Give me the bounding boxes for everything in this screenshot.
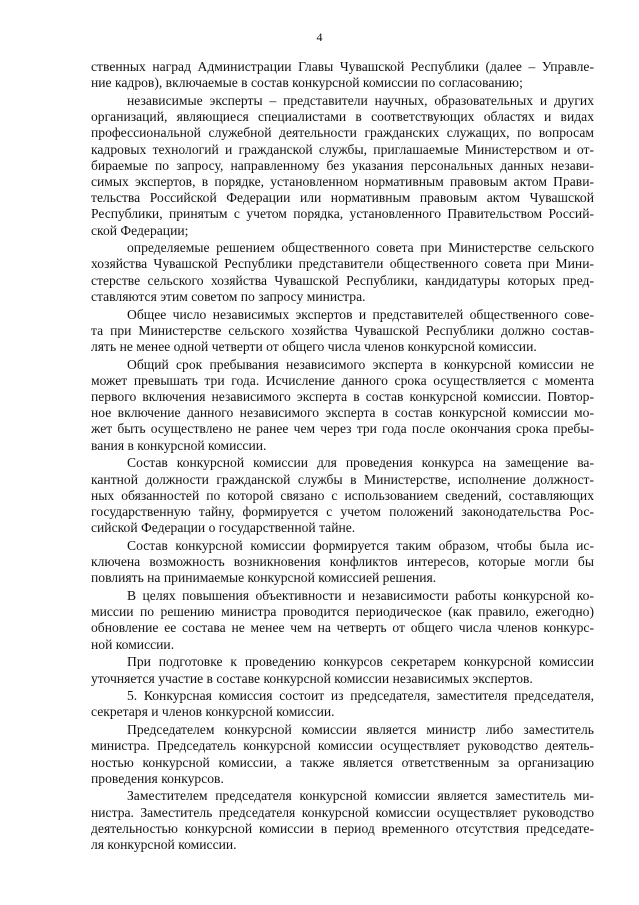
text-line: повлиять на принимаемые конкурсной комиссией решения. bbox=[91, 570, 437, 586]
text-line: ля конкурсной комиссии. bbox=[91, 837, 237, 853]
paragraph bbox=[91, 588, 594, 653]
text-line: вания в конкурсной комиссии. bbox=[91, 437, 267, 453]
text-line: деятельностью конкурсной комиссии в период временного отсутствия председате- bbox=[91, 820, 594, 836]
text-line: ственных наград Администрации Главы Чувашской Республики (далее – Управле- bbox=[91, 59, 594, 74]
text-line: секретаря и членов конкурсной комиссии. bbox=[91, 704, 335, 720]
text-line: ской Федерации; bbox=[91, 222, 189, 238]
paragraph bbox=[91, 455, 594, 536]
text-line: жет быть осуществлено не ранее чем через три года после окончания срока пребы- bbox=[91, 421, 594, 437]
text-line: лять не менее одной четверти от общего числа членов конкурсной комиссии. bbox=[91, 338, 537, 354]
text-line: нистра. Заместитель председателя конкурсной комиссии осуществляет руководство bbox=[91, 804, 594, 820]
text-line: стерстве сельского хозяйства Чувашской Республики, кандидатуры которых пред- bbox=[91, 272, 594, 288]
text-line: ностью конкурсной комиссии, а также является ответственным за организацию bbox=[91, 754, 594, 770]
text-line: тельства Российской Федерации или нормативным правовым актом Чувашской bbox=[91, 190, 594, 206]
text-line: хозяйства Чувашской Республики представители общественного совета при Мини- bbox=[91, 256, 594, 272]
paragraph bbox=[91, 357, 594, 454]
text-line: независимые эксперты – представители научных, образовательных и других bbox=[127, 92, 594, 108]
text-line: проведения конкурсов. bbox=[91, 770, 224, 786]
text-line: государственную тайну, формируется с учетом положений законодательства Рос- bbox=[91, 503, 594, 519]
text-line: бираемые по запросу, направленному без указания персональных данных незави- bbox=[91, 157, 594, 173]
text-line: определяемые решением общественного совета при Министерстве сельского bbox=[127, 240, 594, 256]
text-line: кантной должности гражданской службы в Министерстве, исполнение должност- bbox=[91, 471, 594, 487]
text-line: та при Министерстве сельского хозяйства Чувашской Республики должно состав- bbox=[91, 322, 594, 338]
text-line: симых экспертов, в порядке, установленном нормативным правовым актом Прави- bbox=[91, 173, 594, 189]
paragraph bbox=[91, 538, 594, 587]
text-line: обновление ее состава не менее чем на четверть от общего числа членов конкурс- bbox=[91, 620, 594, 636]
text-line: Республики, принятым с учетом порядка, установленного Правительством Россий- bbox=[91, 206, 594, 222]
paragraph bbox=[91, 307, 594, 356]
text-line: Состав конкурсной комиссии формируется таким образом, чтобы была ис- bbox=[127, 537, 594, 553]
text-line: ключена возможность возникновения конфликтов интересов, которые могли бы bbox=[91, 554, 594, 570]
paragraph bbox=[91, 788, 594, 853]
text-line: министра. Председатель конкурсной комиссии осуществляет руководство деятель- bbox=[91, 738, 594, 754]
paragraph bbox=[91, 93, 594, 239]
text-line: В целях повышения объективности и независимости работы конкурсной ко- bbox=[127, 588, 594, 603]
text-line: ние кадров), включаемые в состав конкурсной комиссии по согласованию; bbox=[91, 75, 523, 91]
page-number: 4 bbox=[316, 30, 323, 44]
text-line: уточняется участие в составе конкурсной комиссии независимых экспертов. bbox=[91, 670, 533, 686]
paragraph bbox=[91, 59, 594, 91]
text-line: может превышать три года. Исчисление данного срока осуществляется с момента bbox=[91, 372, 594, 388]
text-line: ных обязанностей по которой связано с использованием сведений, составляющих bbox=[91, 487, 594, 503]
text-line: миссии по решению министра проводится периодическое (как правило, ежегодно) bbox=[91, 604, 594, 620]
paragraph bbox=[91, 722, 594, 787]
text-line: ной комиссии. bbox=[91, 636, 175, 652]
text-line: кадровых технологий и гражданской службы, приглашаемые Министерством и от- bbox=[91, 141, 594, 157]
text-line: сийской Федерации о государственной тайне. bbox=[91, 520, 356, 536]
text-line: Общее число независимых экспертов и представителей общественного сове- bbox=[127, 306, 594, 322]
text-line: организаций, являющиеся специалистами в соответствующих областях и видах bbox=[91, 109, 594, 125]
text-line: 5. Конкурсная комиссия состоит из председателя, заместителя председателя, bbox=[127, 688, 594, 704]
text-line: Председателем конкурсной комиссии является министр либо заместитель bbox=[127, 722, 594, 738]
text-line: профессиональной служебной деятельности гражданских служащих, по вопросам bbox=[91, 125, 594, 141]
document-body bbox=[91, 59, 594, 855]
text-line: Заместителем председателя конкурсной комиссии является заместитель ми- bbox=[127, 788, 594, 804]
text-line: ставляются этим советом по запросу министра. bbox=[91, 288, 366, 304]
text-line: Общий срок пребывания независимого эксперта в конкурсной комиссии не bbox=[127, 356, 594, 372]
text-line: первого включения независимого эксперта в состав конкурсной комиссии. Повтор- bbox=[91, 389, 594, 405]
paragraph bbox=[91, 688, 594, 720]
paragraph bbox=[91, 240, 594, 305]
text-line: ное включение данного независимого эксперта в состав конкурсной комиссии мо- bbox=[91, 405, 594, 421]
text-line: Состав конкурсной комиссии для проведения конкурса на замещение ва- bbox=[127, 455, 594, 471]
text-line: При подготовке к проведению конкурсов секретарем конкурсной комиссии bbox=[127, 654, 594, 670]
paragraph bbox=[91, 654, 594, 686]
